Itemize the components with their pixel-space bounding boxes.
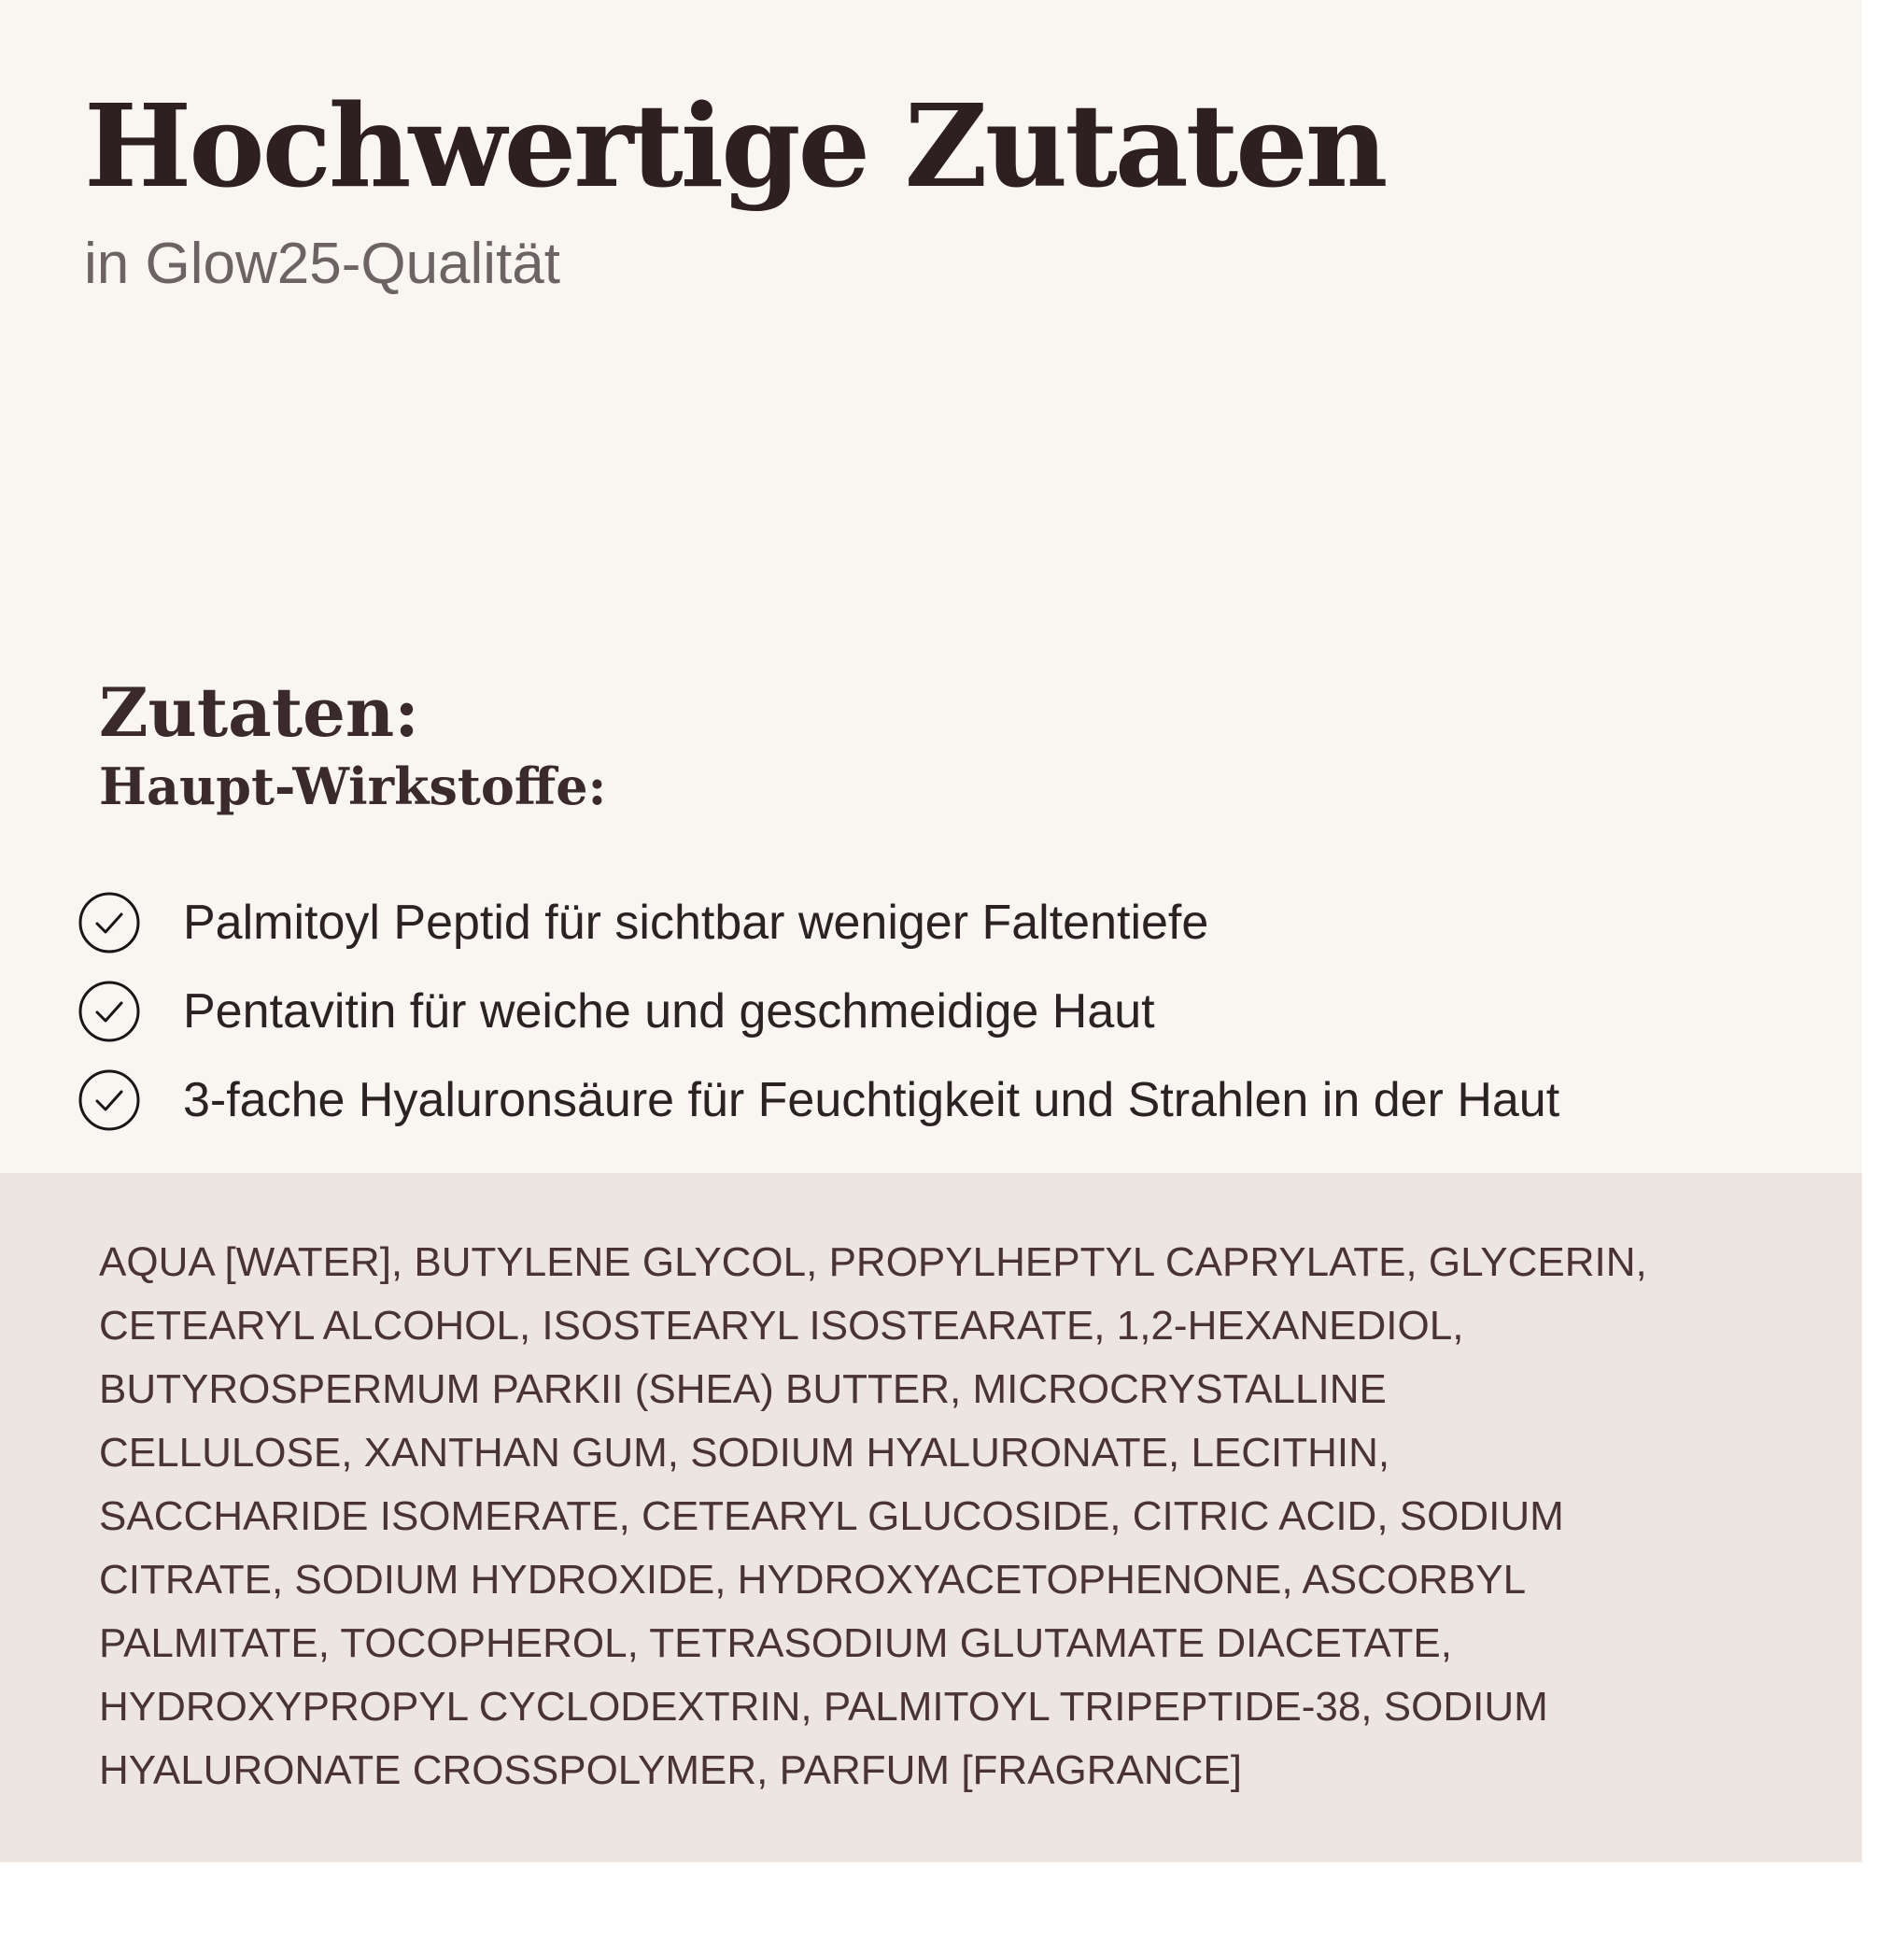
benefit-text: Pentavitin für weiche und geschmeidige Haut — [183, 983, 1155, 1039]
benefits-list — [77, 878, 1851, 1144]
page-subtitle: in Glow25-Qualität — [84, 232, 561, 296]
benefit-item — [77, 878, 1851, 967]
benefit-item — [77, 1055, 1851, 1144]
check-circle-icon — [77, 979, 142, 1044]
check-circle-icon — [77, 890, 142, 955]
inci-ingredient-list: AQUA [WATER], BUTYLENE GLYCOL, PROPYLHEPTYL CAPRYLATE, GLYCERIN, CETEARYL ALCOHOL, ISOSTEARYL ISOSTEARATE, 1,2-HEXANEDIOL, BUTYROSPERMUM PARKII (SHEA) BUTTER, MICROCRYSTALLINE CELLULOSE, XANTHAN GUM, SODIUM HYALURONATE, LECITHIN, SACCHARIDE ISOMERATE, CETEARYL GLUCOSIDE, CITRIC ACID, SODIUM CITRATE, SODIUM HYDROXIDE, HYDROXYACETOPHENONE, ASCORBYL PALMITATE, TOCOPHEROL, TETRASODIUM GLUTAMATE DIACETATE, HYDROXYPROPYL CYCLODEXTRIN, PALMITOYL TRIPEPTIDE-38, SODIUM HYALURONATE CROSSPOLYMER, PARFUM [FRAGRANCE] — [99, 1239, 1647, 1793]
benefit-text: Palmitoyl Peptid für sichtbar weniger Faltentiefe — [183, 895, 1209, 950]
benefit-text: 3-fache Hyaluronsäure für Feuchtigkeit und Strahlen in der Haut — [183, 1072, 1560, 1127]
page-title: Hochwertige Zutaten — [84, 78, 1386, 213]
ingredients-heading: Zutaten: — [99, 672, 419, 752]
active-ingredients-heading: Haupt-Wirkstoffe: — [99, 756, 607, 816]
check-circle-icon — [77, 1067, 142, 1133]
benefit-item — [77, 967, 1851, 1055]
